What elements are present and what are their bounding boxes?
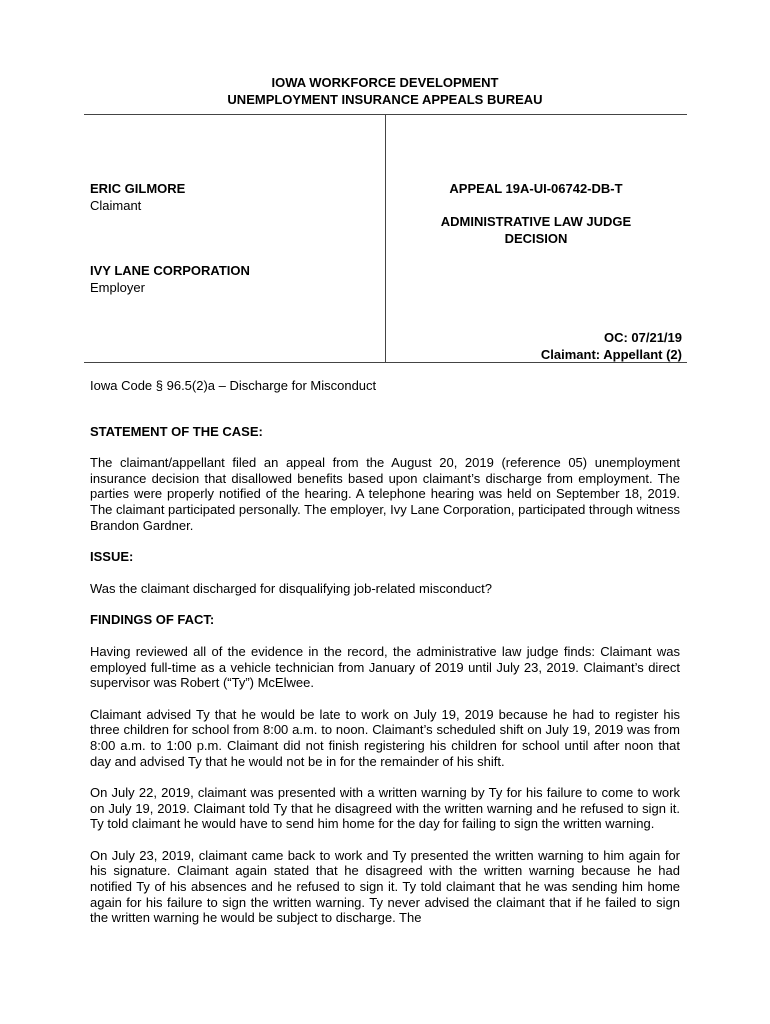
bureau-name: UNEMPLOYMENT INSURANCE APPEALS BUREAU (227, 92, 543, 107)
claimant-block (90, 180, 185, 214)
employer-role: Employer (90, 280, 145, 295)
findings-paragraph: Having reviewed all of the evidence in the record, the administrative law judge finds: Claimant was employed full-time as a vehicle technician from January of 2019 until July 23, 2019. Claimant’s direct supervisor was Robert (“Ty”) McElwee. (90, 643, 680, 691)
decision-title-line2: DECISION (504, 231, 568, 246)
oc-date: OC: 07/21/19 (603, 330, 682, 345)
document-header (0, 74, 770, 108)
decision-title (386, 213, 686, 247)
issue-heading: ISSUE: (90, 549, 134, 565)
employer-block (90, 262, 250, 296)
statement-text: The claimant/appellant filed an appeal from the August 20, 2019 (reference 05) unemployment insurance decision that disallowed benefits based upon claimant’s discharge from employment. The parties were properly notified of the hearing. A telephone hearing was held on September 18, 2019. The claimant participated personally. The employer, Ivy Lane Corporation, participated through witness Brandon Gardner. (90, 455, 680, 533)
findings-paragraph: Claimant advised Ty that he would be late to work on July 19, 2019 because he had to register his three children for school from 8:00 a.m. to noon. Claimant’s scheduled shift on July 19, 2019 was from 8:00 a.m. to 1:00 p.m. Claimant did not finish registering his children for school until after noon that day and advised Ty that he would not be in for the remainder of his shift. (90, 706, 680, 769)
claimant-name: ERIC GILMORE (90, 181, 186, 196)
issue-text: Was the claimant discharged for disqualifying job-related misconduct? (90, 580, 492, 596)
claimant-role: Claimant (90, 198, 142, 213)
employer-name: IVY LANE CORPORATION (90, 263, 250, 278)
findings-paragraph: On July 23, 2019, claimant came back to work and Ty presented the written warning to him again for his signature. Claimant again stated that he disagreed with the written warning because he had notified Ty of his absences and he refused to sign it. Ty told claimant that he was sending him home again for his failure to sign the written warning. Ty never advised the claimant that if he failed to sign the written warning he would be subject to discharge. The (90, 847, 680, 926)
decision-body (90, 378, 680, 942)
code-reference: Iowa Code § 96.5(2)a – Discharge for Misconduct (90, 378, 377, 393)
decision-title-line1: ADMINISTRATIVE LAW JUDGE (440, 214, 632, 229)
agency-name: IOWA WORKFORCE DEVELOPMENT (271, 75, 499, 90)
findings-heading: FINDINGS OF FACT: (90, 612, 215, 628)
appeal-number: APPEAL 19A-UI-06742-DB-T (449, 181, 623, 196)
statement-heading: STATEMENT OF THE CASE: (90, 423, 263, 439)
findings-paragraph: On July 22, 2019, claimant was presented with a written warning by Ty for his failure to come to work on July 19, 2019. Claimant told Ty that he disagreed with the written warning and he refused to sign it. Ty told claimant he would have to send him home for the day for failing to sign the written warning. (90, 785, 680, 832)
claimant-status: Claimant: Appellant (2) (540, 347, 682, 362)
